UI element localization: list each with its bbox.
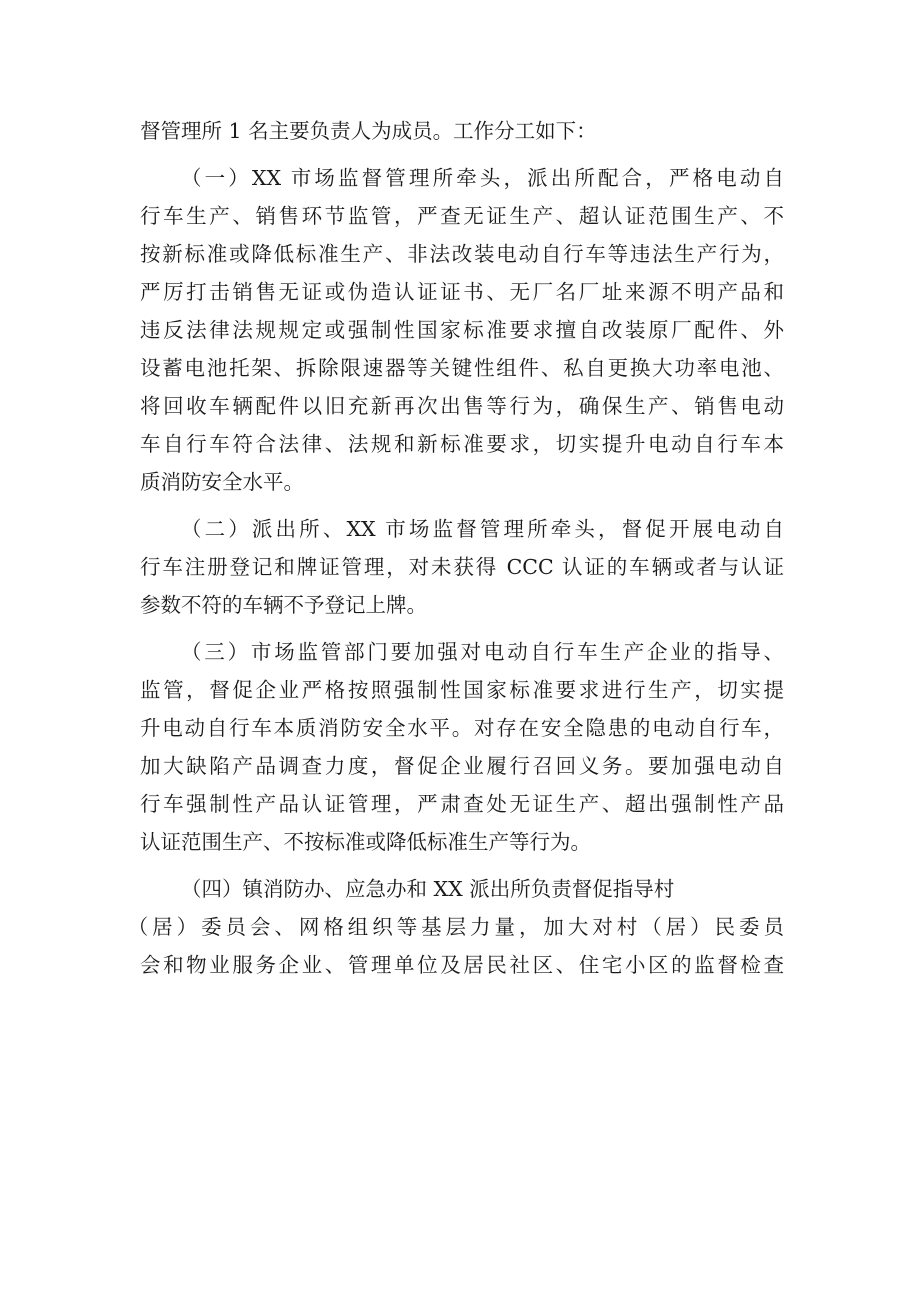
text-line: 严厉打击销售无证或伪造认证证书、无厂名厂址来源不明产品和: [140, 280, 784, 304]
text-line: 监管，督促企业严格按照强制性国家标准要求进行生产，切实提: [140, 678, 784, 702]
document-body: [127, 112, 784, 984]
text-line: 行车生产、销售环节监管，严查无证生产、超认证范围生产、不: [140, 204, 784, 228]
paragraph-intro-continuation: [140, 112, 784, 150]
text-line: 车自行车符合法律、法规和新标准要求，切实提升电动自行车本: [140, 432, 784, 456]
text-line: （三）市场监管部门要加强对电动自行车生产企业的指导、: [181, 640, 784, 664]
text-line: 质消防安全水平。: [140, 470, 304, 494]
paragraph-item-2: [140, 510, 784, 624]
text-line: （二）派出所、XX 市场监督管理所牵头，督促开展电动自: [181, 517, 784, 541]
paragraph-item-1: [140, 159, 784, 501]
text-line: 参数不符的车辆不予登记上牌。: [140, 593, 427, 617]
text-line: 升电动自行车本质消防安全水平。对存在安全隐患的电动自行车，: [140, 716, 784, 740]
text-line: 行车注册登记和牌证管理，对未获得 CCC 认证的车辆或者与认证: [140, 555, 784, 579]
text-line: 将回收车辆配件以旧充新再次出售等行为，确保生产、销售电动: [140, 394, 784, 418]
text-line: （四）镇消防办、应急办和 XX 派出所负责督促指导村: [181, 877, 675, 901]
text-line: 按新标准或降低标准生产、非法改装电动自行车等违法生产行为，: [140, 242, 784, 266]
text-line: （居）委员会、网格组织等基层力量，加大对村（居）民委员: [127, 915, 784, 939]
text-line: 会和物业服务企业、管理单位及居民社区、住宅小区的监督检查: [140, 953, 784, 977]
text-line: 设蓄电池托架、拆除限速器等关键性组件、私自更换大功率电池、: [140, 356, 784, 380]
text-line: 违反法律法规规定或强制性国家标准要求擅自改装原厂配件、外: [140, 318, 784, 342]
text-line: 行车强制性产品认证管理，严肃查处无证生产、超出强制性产品: [140, 792, 784, 816]
paragraph-item-3: [140, 633, 784, 861]
text-line: （一）XX 市场监督管理所牵头，派出所配合，严格电动自: [181, 166, 784, 190]
paragraph-item-4: [127, 870, 784, 984]
text-line: 加大缺陷产品调查力度，督促企业履行召回义务。要加强电动自: [140, 754, 784, 778]
text-line: 督管理所 1 名主要负责人为成员。工作分工如下：: [140, 119, 597, 143]
text-line: 认证范围生产、不按标准或降低标准生产等行为。: [140, 830, 591, 854]
